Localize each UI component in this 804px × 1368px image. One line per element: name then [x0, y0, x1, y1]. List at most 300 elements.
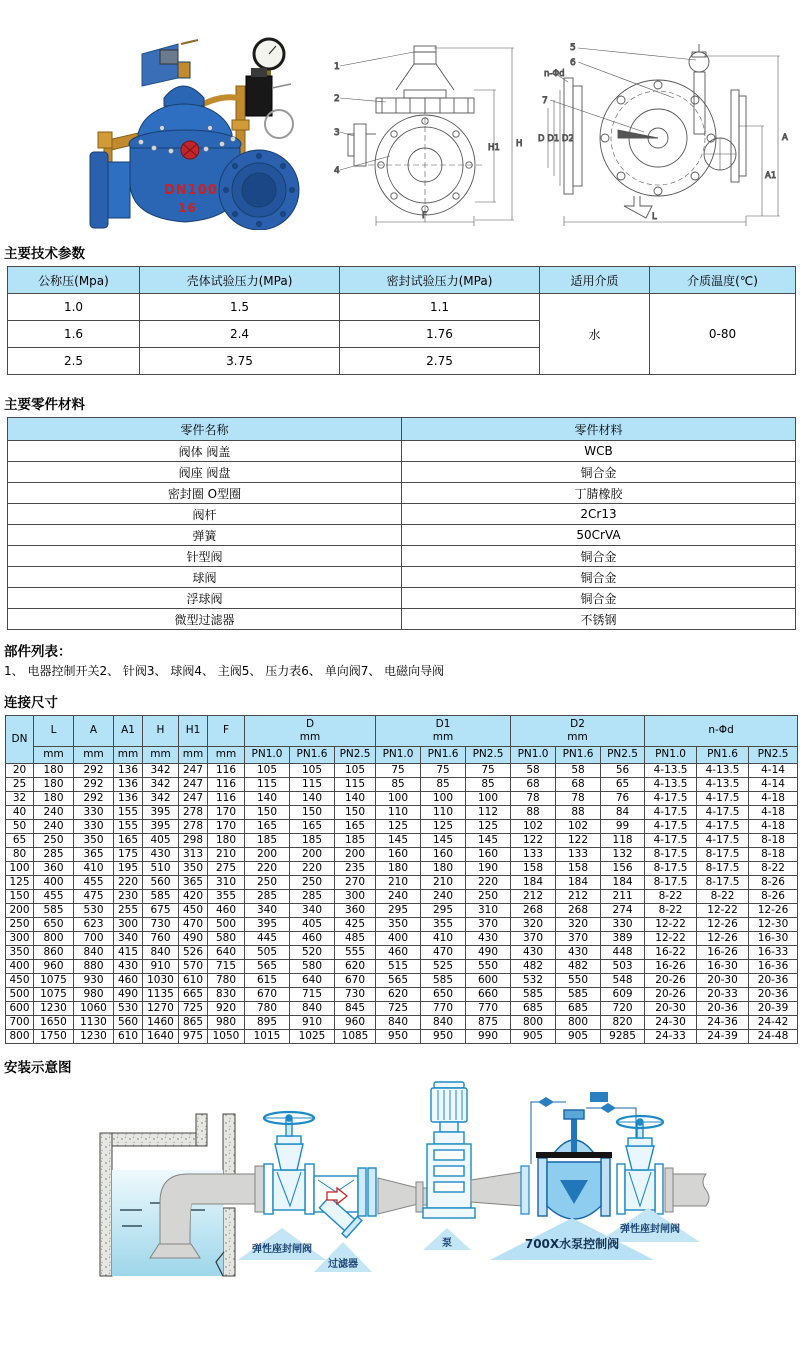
- gate-valve-1: [264, 1112, 314, 1214]
- table-cell: 145: [376, 834, 421, 848]
- table-cell: 340: [290, 904, 335, 918]
- table-cell: 16-36: [749, 960, 798, 974]
- table-cell: 210: [376, 876, 421, 890]
- table-cell: 700: [74, 932, 114, 946]
- table-cell: 100: [421, 792, 466, 806]
- table-cell: 1640: [143, 1030, 179, 1044]
- table-row: [8, 294, 796, 321]
- table-cell: 4-18: [749, 792, 798, 806]
- table-row: [8, 483, 796, 504]
- table-cell: 116: [208, 764, 245, 778]
- table-cell: 170: [208, 806, 245, 820]
- vertical-pump: [423, 1082, 475, 1218]
- table-cell: 1060: [74, 1002, 114, 1016]
- table-cell: 84: [601, 806, 645, 820]
- side-view-dimension-lines: [548, 56, 780, 226]
- table-cell: 585: [511, 988, 556, 1002]
- table-cell: 105: [245, 764, 290, 778]
- table-cell: 530: [74, 904, 114, 918]
- drawing-side-view: [534, 38, 804, 233]
- table-cell: 88: [511, 806, 556, 820]
- callout-7: 7: [542, 96, 548, 106]
- flange: [521, 1166, 529, 1214]
- table-cell: 85: [376, 778, 421, 792]
- table-cell: 115: [335, 778, 376, 792]
- table-cell: 960: [335, 1016, 376, 1030]
- table-cell: 278: [179, 806, 208, 820]
- table-cell: 75: [376, 764, 421, 778]
- table-cell: 100: [376, 792, 421, 806]
- pn-header: PN1.0: [376, 747, 421, 764]
- table-cell: 650: [34, 918, 74, 932]
- table-cell: 875: [466, 1016, 511, 1030]
- table-cell: 155: [114, 820, 143, 834]
- front-view-dimension-lines: [376, 48, 514, 226]
- table-cell: 310: [466, 904, 511, 918]
- front-view-lineart: [348, 46, 482, 222]
- table-cell: 200: [6, 904, 34, 918]
- table-cell: 1135: [143, 988, 179, 1002]
- table-cell: 350: [74, 834, 114, 848]
- table-row: [6, 1016, 798, 1030]
- table-cell: 580: [208, 932, 245, 946]
- table-cell: 185: [290, 834, 335, 848]
- table-cell: 405: [143, 834, 179, 848]
- table-cell: 85: [421, 778, 466, 792]
- table-cell: 133: [556, 848, 601, 862]
- table-row: [6, 778, 798, 792]
- table-cell: 840: [290, 1002, 335, 1016]
- table-cell: 990: [466, 1030, 511, 1044]
- column-header: H1: [179, 716, 208, 747]
- table-cell: 150: [335, 806, 376, 820]
- table-cell: 185: [245, 834, 290, 848]
- column-header: F: [208, 716, 245, 747]
- table-cell: 455: [34, 890, 74, 904]
- table-cell: 8-17.5: [697, 862, 749, 876]
- table-cell: 455: [74, 876, 114, 890]
- materials-header-row: [8, 418, 796, 441]
- table-cell: 200: [290, 848, 335, 862]
- table-cell: 370: [511, 932, 556, 946]
- table-cell: 268: [511, 904, 556, 918]
- table-cell: 4-18: [749, 820, 798, 834]
- table-row: [8, 546, 796, 567]
- table-cell: 960: [34, 960, 74, 974]
- table-cell: 685: [556, 1002, 601, 1016]
- group-label: D: [305, 718, 315, 731]
- table-cell: 350: [376, 918, 421, 932]
- table-cell: 685: [511, 1002, 556, 1016]
- table-row: [6, 960, 798, 974]
- table-row: [6, 876, 798, 890]
- table-cell: 212: [556, 890, 601, 904]
- callout-3: 3: [334, 128, 340, 138]
- column-header: 介质温度(℃): [650, 267, 796, 294]
- table-cell: 840: [143, 946, 179, 960]
- dim-h1: H1: [488, 143, 500, 153]
- table-cell: 16-26: [697, 946, 749, 960]
- table-cell: 20-30: [697, 974, 749, 988]
- table-cell: 400: [376, 932, 421, 946]
- callout-5: 5: [570, 43, 576, 53]
- materials-table: [7, 417, 796, 630]
- table-cell: 20-30: [645, 1002, 697, 1016]
- table-cell: 133: [511, 848, 556, 862]
- unit-header: mm: [179, 747, 208, 764]
- table-cell: 180: [208, 834, 245, 848]
- table-cell: 640: [208, 946, 245, 960]
- dims-header-row-1: [6, 716, 798, 747]
- table-cell: 342: [143, 778, 179, 792]
- table-cell: 250: [34, 834, 74, 848]
- table-cell: 65: [601, 778, 645, 792]
- table-cell: 370: [466, 918, 511, 932]
- table-cell: 160: [421, 848, 466, 862]
- table-cell: 526: [179, 946, 208, 960]
- unit-header: mm: [208, 747, 245, 764]
- table-row: [6, 792, 798, 806]
- temperature-cell: 0-80: [650, 294, 796, 375]
- table-cell: 200: [245, 848, 290, 862]
- table-cell: 68: [511, 778, 556, 792]
- table-cell: 700: [6, 1016, 34, 1030]
- group-unit: mm: [567, 731, 588, 743]
- table-cell: 800: [556, 1016, 601, 1030]
- table-cell: 20-36: [749, 974, 798, 988]
- table-cell: 250: [245, 876, 290, 890]
- table-cell: 20-36: [697, 1002, 749, 1016]
- group-unit: mm: [299, 731, 321, 743]
- table-cell: 20-26: [645, 988, 697, 1002]
- table-cell: 180: [376, 862, 421, 876]
- table-cell: 865: [179, 1016, 208, 1030]
- table-cell: WCB: [402, 441, 796, 462]
- pn-header: PN1.6: [697, 747, 749, 764]
- table-cell: 4-18: [749, 806, 798, 820]
- table-cell: 阀杆: [8, 504, 402, 525]
- table-cell: 500: [208, 918, 245, 932]
- table-cell: 313: [179, 848, 208, 862]
- table-cell: 155: [114, 806, 143, 820]
- table-cell: 140: [290, 792, 335, 806]
- table-cell: 482: [556, 960, 601, 974]
- table-cell: 840: [421, 1016, 466, 1030]
- column-header: L: [34, 716, 74, 747]
- table-cell: 16-30: [697, 960, 749, 974]
- table-cell: 8-22: [645, 890, 697, 904]
- table-cell: 800: [6, 1030, 34, 1044]
- table-cell: 350: [6, 946, 34, 960]
- column-header-dn: DN: [6, 716, 34, 764]
- table-cell: 220: [245, 862, 290, 876]
- table-cell: 20: [6, 764, 34, 778]
- table-cell: 905: [511, 1030, 556, 1044]
- table-cell: 420: [179, 890, 208, 904]
- table-row: [8, 504, 796, 525]
- table-cell: 100: [6, 862, 34, 876]
- table-cell: 9285: [601, 1030, 645, 1044]
- table-cell: 548: [601, 974, 645, 988]
- table-cell: 670: [335, 974, 376, 988]
- table-cell: 12-26: [697, 932, 749, 946]
- side-view-lineart: [564, 44, 746, 218]
- table-cell: 180: [421, 862, 466, 876]
- table-cell: 1085: [335, 1030, 376, 1044]
- table-cell: 360: [335, 904, 376, 918]
- table-row: [6, 820, 798, 834]
- table-cell: 4-13.5: [697, 764, 749, 778]
- table-cell: 285: [34, 848, 74, 862]
- column-header: H: [143, 716, 179, 747]
- table-cell: 铜合金: [402, 462, 796, 483]
- table-cell: 阀座 阀盘: [8, 462, 402, 483]
- table-cell: 530: [114, 1002, 143, 1016]
- table-cell: 780: [245, 1002, 290, 1016]
- table-cell: 136: [114, 778, 143, 792]
- column-group-nphid: n-Φd: [645, 716, 798, 747]
- table-cell: 8-22: [749, 862, 798, 876]
- table-cell: 125: [466, 820, 511, 834]
- table-cell: 180: [34, 778, 74, 792]
- dim-d-group: D D1 D2: [538, 134, 574, 144]
- table-cell: 565: [376, 974, 421, 988]
- table-cell: 195: [114, 862, 143, 876]
- table-cell: 342: [143, 792, 179, 806]
- table-cell: 665: [179, 988, 208, 1002]
- table-cell: 1.76: [340, 321, 540, 348]
- table-cell: 430: [556, 946, 601, 960]
- table-row: [6, 988, 798, 1002]
- table-cell: 浮球阀: [8, 588, 402, 609]
- table-cell: 16-30: [749, 932, 798, 946]
- table-cell: 165: [245, 820, 290, 834]
- table-cell: 125: [421, 820, 466, 834]
- table-cell: 24-48: [749, 1030, 798, 1044]
- column-group-d1: [376, 716, 511, 747]
- table-cell: 620: [376, 988, 421, 1002]
- table-cell: 292: [74, 778, 114, 792]
- pn-header: PN1.6: [556, 747, 601, 764]
- table-cell: 515: [376, 960, 421, 974]
- table-cell: 620: [335, 960, 376, 974]
- photo-pn-label: 16: [178, 201, 197, 215]
- table-cell: 40: [6, 806, 34, 820]
- table-cell: 8-17.5: [697, 876, 749, 890]
- table-cell: 910: [143, 960, 179, 974]
- table-cell: 16-33: [749, 946, 798, 960]
- table-cell: 355: [208, 890, 245, 904]
- table-cell: 430: [114, 960, 143, 974]
- table-cell: 400: [6, 960, 34, 974]
- table-cell: 136: [114, 792, 143, 806]
- table-cell: 840: [74, 946, 114, 960]
- table-cell: 8-17.5: [645, 848, 697, 862]
- table-cell: 475: [74, 890, 114, 904]
- table-cell: 295: [376, 904, 421, 918]
- valve-photo: [86, 32, 302, 233]
- table-cell: 12-22: [645, 918, 697, 932]
- table-cell: 730: [335, 988, 376, 1002]
- table-cell: 185: [335, 834, 376, 848]
- dim-f: F: [422, 211, 427, 221]
- table-cell: 58: [556, 764, 601, 778]
- table-cell: 160: [376, 848, 421, 862]
- column-header: A1: [114, 716, 143, 747]
- table-cell: 770: [421, 1002, 466, 1016]
- table-cell: 565: [245, 960, 290, 974]
- table-cell: 330: [601, 918, 645, 932]
- table-cell: 140: [335, 792, 376, 806]
- table-cell: 247: [179, 764, 208, 778]
- table-cell: 12-30: [749, 918, 798, 932]
- pn-header: PN1.6: [290, 747, 335, 764]
- table-cell: 623: [74, 918, 114, 932]
- table-cell: 240: [376, 890, 421, 904]
- table-cell: 920: [208, 1002, 245, 1016]
- table-cell: 210: [208, 848, 245, 862]
- table-cell: 355: [421, 918, 466, 932]
- table-row: [8, 609, 796, 630]
- table-cell: 330: [74, 820, 114, 834]
- callout-2: 2: [334, 94, 340, 104]
- table-cell: 165: [290, 820, 335, 834]
- table-row: [6, 862, 798, 876]
- group-label: D2: [570, 718, 585, 731]
- table-cell: 505: [245, 946, 290, 960]
- table-cell: 8-26: [749, 876, 798, 890]
- table-cell: 950: [421, 1030, 466, 1044]
- table-cell: 780: [208, 974, 245, 988]
- table-cell: 532: [511, 974, 556, 988]
- drawing-side-svg: [534, 38, 804, 230]
- table-cell: 8-17.5: [697, 848, 749, 862]
- table-row: [6, 1002, 798, 1016]
- table-cell: 1270: [143, 1002, 179, 1016]
- table-cell: 555: [335, 946, 376, 960]
- table-cell: 12-22: [697, 904, 749, 918]
- table-cell: 4-17.5: [645, 792, 697, 806]
- table-cell: 20-33: [697, 988, 749, 1002]
- dimensions-table: [5, 715, 798, 1044]
- callout-6: 6: [570, 58, 576, 68]
- table-cell: 密封圈 O型圈: [8, 483, 402, 504]
- table-cell: 670: [245, 988, 290, 1002]
- table-cell: 585: [143, 890, 179, 904]
- table-cell: 2.4: [140, 321, 340, 348]
- table-cell: 4-17.5: [645, 834, 697, 848]
- table-cell: 1230: [74, 1030, 114, 1044]
- table-cell: 8-26: [749, 890, 798, 904]
- table-cell: 不锈钢: [402, 609, 796, 630]
- table-cell: 1075: [34, 974, 74, 988]
- pn-header: PN1.0: [245, 747, 290, 764]
- table-cell: 650: [421, 988, 466, 1002]
- table-cell: 180: [34, 764, 74, 778]
- table-cell: 102: [556, 820, 601, 834]
- unit-header: mm: [143, 747, 179, 764]
- table-cell: 365: [74, 848, 114, 862]
- table-cell: 425: [335, 918, 376, 932]
- table-cell: 715: [290, 988, 335, 1002]
- section-title-dimensions: 连接尺寸: [4, 695, 58, 711]
- table-cell: 145: [466, 834, 511, 848]
- table-cell: 975: [179, 1030, 208, 1044]
- column-header: 密封试验压力(MPa): [340, 267, 540, 294]
- table-cell: 12-26: [749, 904, 798, 918]
- table-cell: 460: [208, 904, 245, 918]
- label-strainer: 过滤器: [328, 1259, 358, 1270]
- table-cell: 550: [556, 974, 601, 988]
- table-cell: 292: [74, 764, 114, 778]
- table-cell: 725: [179, 1002, 208, 1016]
- table-row: [6, 1030, 798, 1044]
- table-cell: 415: [114, 946, 143, 960]
- drawing-front-svg: [324, 38, 530, 230]
- table-cell: 615: [245, 974, 290, 988]
- table-cell: 铜合金: [402, 567, 796, 588]
- table-cell: 136: [114, 764, 143, 778]
- table-cell: 65: [6, 834, 34, 848]
- table-cell: 510: [143, 862, 179, 876]
- table-cell: 490: [114, 988, 143, 1002]
- table-cell: 298: [179, 834, 208, 848]
- unit-header: mm: [114, 747, 143, 764]
- table-cell: 阀体 阀盖: [8, 441, 402, 462]
- table-cell: 125: [376, 820, 421, 834]
- table-row: [6, 932, 798, 946]
- table-cell: 285: [290, 890, 335, 904]
- table-cell: 1230: [34, 1002, 74, 1016]
- table-cell: 158: [556, 862, 601, 876]
- drawing-front-view: [324, 38, 530, 233]
- table-cell: 310: [208, 876, 245, 890]
- table-row: [8, 567, 796, 588]
- table-cell: 160: [466, 848, 511, 862]
- table-cell: 485: [335, 932, 376, 946]
- table-cell: 525: [421, 960, 466, 974]
- table-cell: 490: [179, 932, 208, 946]
- photo-dn-label: DN100: [164, 183, 218, 198]
- table-cell: 180: [34, 792, 74, 806]
- table-cell: 68: [556, 778, 601, 792]
- table-cell: 1.1: [340, 294, 540, 321]
- table-cell: 365: [179, 876, 208, 890]
- column-header: 壳体试验压力(MPa): [140, 267, 340, 294]
- table-cell: 300: [335, 890, 376, 904]
- table-cell: 4-17.5: [645, 806, 697, 820]
- table-cell: 116: [208, 792, 245, 806]
- table-cell: 24-42: [749, 1016, 798, 1030]
- table-cell: 830: [208, 988, 245, 1002]
- table-cell: 210: [421, 876, 466, 890]
- table-cell: 212: [511, 890, 556, 904]
- unit-header: mm: [34, 747, 74, 764]
- table-row: [6, 848, 798, 862]
- table-cell: 770: [466, 1002, 511, 1016]
- table-row: [6, 946, 798, 960]
- table-cell: 640: [290, 974, 335, 988]
- table-cell: 247: [179, 778, 208, 792]
- table-cell: 4-17.5: [697, 834, 749, 848]
- dim-h: H: [516, 139, 523, 149]
- gate-valve-2: [617, 1116, 663, 1214]
- table-cell: 2.75: [340, 348, 540, 375]
- table-cell: 16-22: [645, 946, 697, 960]
- table-cell: 860: [34, 946, 74, 960]
- table-cell: 4-17.5: [697, 820, 749, 834]
- table-cell: 300: [6, 932, 34, 946]
